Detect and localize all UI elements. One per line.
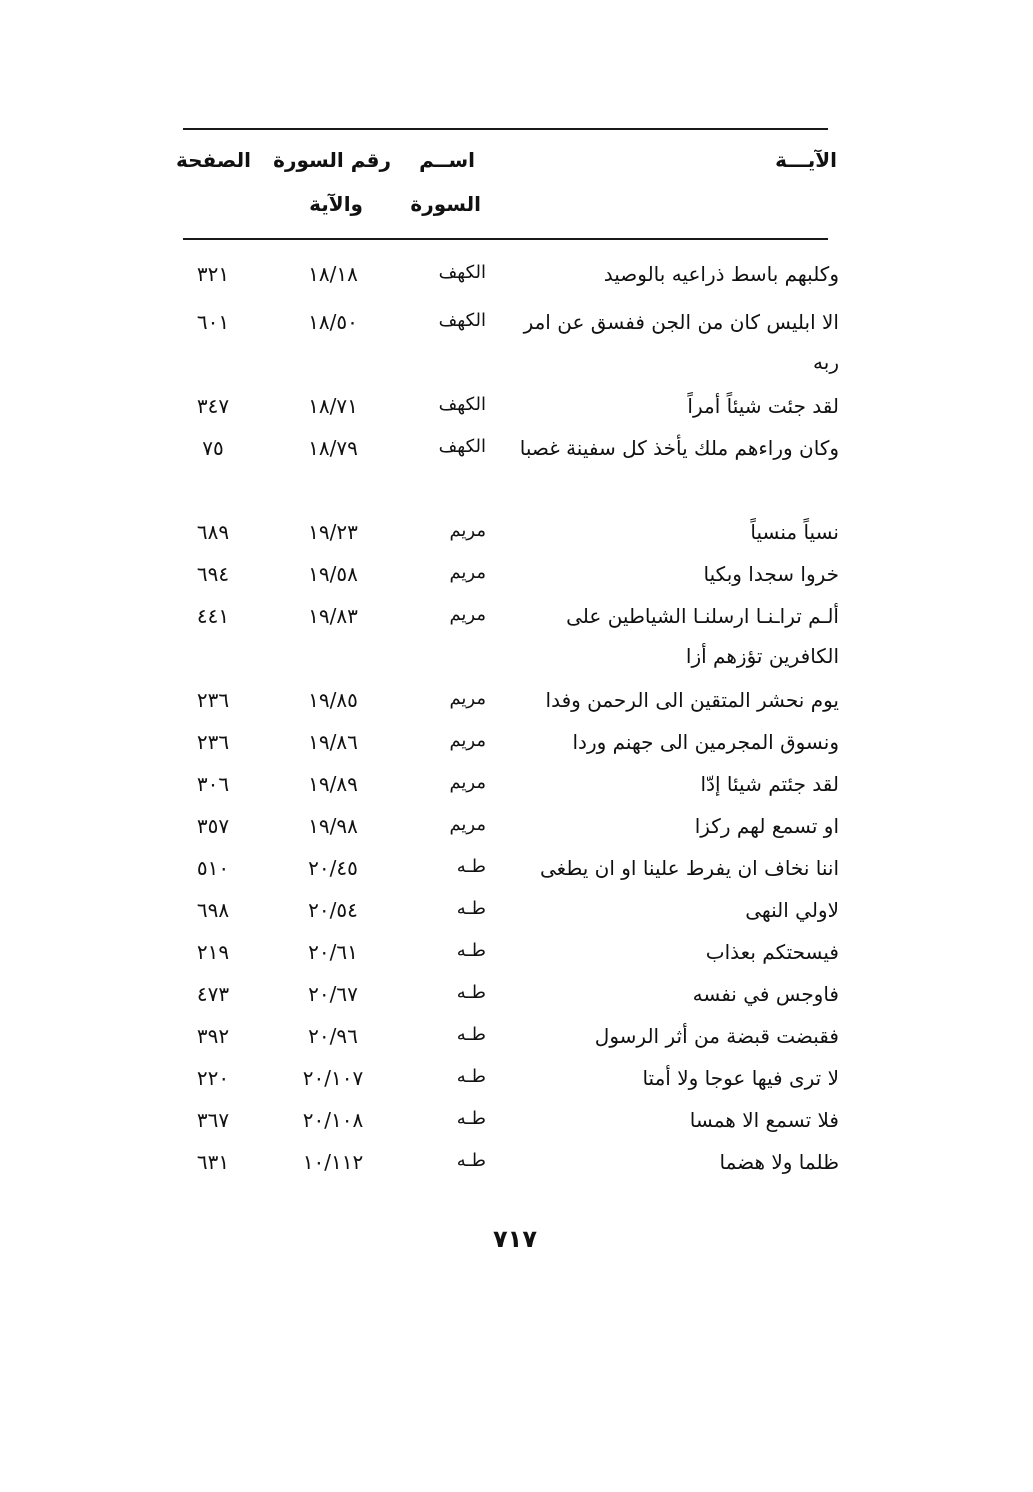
surah-verse-ref: ٢٠/١٠٨ xyxy=(302,1108,364,1132)
page-ref: ٢٣٦ xyxy=(196,730,230,754)
verse-text: الا ابليس كان من الجن ففسق عن امر ربه xyxy=(523,310,839,374)
verse-text: فقبضت قبضة من أثر الرسول xyxy=(594,1024,839,1048)
verse-text: اننا نخاف ان يفرط علينا او ان يطغى xyxy=(540,856,839,880)
header-surah-name-line1: اســم xyxy=(419,148,475,172)
surah-verse-ref: ١٩/٢٣ xyxy=(308,520,358,544)
surah-name: طـه xyxy=(456,1150,486,1171)
surah-verse-ref: ١٩/٩٨ xyxy=(308,814,358,838)
surah-name: مريم xyxy=(449,688,486,709)
surah-name: طـه xyxy=(456,1108,486,1129)
page-ref: ٥١٠ xyxy=(196,856,230,880)
surah-name: طـه xyxy=(456,1024,486,1045)
verse-text: ونسوق المجرمين الى جهنم وردا xyxy=(572,730,839,754)
surah-verse-ref: ١٠/١١٢ xyxy=(302,1150,364,1174)
surah-name: الكهف xyxy=(438,262,486,283)
surah-name: طـه xyxy=(456,898,486,919)
verse-text: لا ترى فيها عوجا ولا أمتا xyxy=(642,1066,839,1090)
page-ref: ٣٥٧ xyxy=(196,814,230,838)
page-ref: ٣٢١ xyxy=(196,262,230,286)
page-ref: ٣٠٦ xyxy=(196,772,230,796)
surah-verse-ref: ٢٠/٥٤ xyxy=(308,898,358,922)
page-ref: ٤٧٣ xyxy=(196,982,230,1006)
verse-text: فيسحتكم بعذاب xyxy=(705,940,839,964)
page-ref: ٢٢٠ xyxy=(196,1066,230,1090)
surah-name: مريم xyxy=(449,814,486,835)
header-surah-ref-line1: رقم السورة xyxy=(273,148,391,172)
surah-verse-ref: ١٩/٨٩ xyxy=(308,772,358,796)
page-ref: ٢١٩ xyxy=(196,940,230,964)
verse-text: يوم نحشر المتقين الى الرحمن وفدا xyxy=(545,688,839,712)
verse-text: وكان وراءهم ملك يأخذ كل سفينة غصبا xyxy=(519,436,839,460)
surah-name: طـه xyxy=(456,856,486,877)
header-surah-ref-line2: والآية xyxy=(309,192,363,216)
surah-name: مريم xyxy=(449,604,486,625)
bottom-rule xyxy=(183,238,828,240)
surah-verse-ref: ٢٠/٤٥ xyxy=(308,856,358,880)
surah-verse-ref: ٢٠/٦٧ xyxy=(308,982,358,1006)
surah-name: مريم xyxy=(449,520,486,541)
verse-text: لقد جئت شيئاً أمراً xyxy=(687,394,839,418)
verse-text: خروا سجدا وبكيا xyxy=(703,562,839,586)
surah-name: مريم xyxy=(449,772,486,793)
surah-verse-ref: ٢٠/٩٦ xyxy=(308,1024,358,1048)
surah-verse-ref: ١٨/٥٠ xyxy=(308,310,358,334)
header-verse: الآيـــة xyxy=(775,148,837,172)
surah-verse-ref: ١٩/٨٥ xyxy=(308,688,358,712)
surah-verse-ref: ١٩/٥٨ xyxy=(308,562,358,586)
header-surah-name-line2: السورة xyxy=(410,192,481,216)
surah-verse-ref: ١٩/٨٦ xyxy=(308,730,358,754)
page-ref: ٧٥ xyxy=(202,436,224,460)
verse-text: نسياً منسياً xyxy=(750,520,839,544)
verse-text: ألـم تراـنـا ارسلنـا الشياطين على الكافرين تؤزهم أزا xyxy=(566,604,839,668)
surah-verse-ref: ١٩/٨٣ xyxy=(308,604,358,628)
page-ref: ٦٨٩ xyxy=(196,520,230,544)
verse-text: لقد جئتم شيئا إدّا xyxy=(700,772,839,796)
verse-text: وكلبهم باسط ذراعيه بالوصيد xyxy=(603,262,839,286)
page-ref: ٦٩٨ xyxy=(196,898,230,922)
surah-verse-ref: ١٨/٧١ xyxy=(308,394,358,418)
top-rule xyxy=(183,128,828,130)
surah-verse-ref: ١٨/١٨ xyxy=(308,262,358,286)
page-ref: ٣٤٧ xyxy=(196,394,230,418)
page-ref: ٦٩٤ xyxy=(196,562,230,586)
verse-text: او تسمع لهم ركزا xyxy=(694,814,839,838)
surah-verse-ref: ١٨/٧٩ xyxy=(308,436,358,460)
surah-name: الكهف xyxy=(438,310,486,331)
page-ref: ٣٩٢ xyxy=(196,1024,230,1048)
surah-verse-ref: ٢٠/٦١ xyxy=(308,940,358,964)
surah-name: طـه xyxy=(456,1066,486,1087)
surah-verse-ref: ٢٠/١٠٧ xyxy=(302,1066,364,1090)
page-ref: ٣٦٧ xyxy=(196,1108,230,1132)
header-page: الصفحة xyxy=(175,148,251,172)
surah-name: الكهف xyxy=(438,394,486,415)
page-number: ٧١٧ xyxy=(493,1225,537,1253)
verse-text: لاولي النهى xyxy=(745,898,839,922)
surah-name: مريم xyxy=(449,730,486,751)
page-ref: ٢٣٦ xyxy=(196,688,230,712)
page-ref: ٦٠١ xyxy=(196,310,230,334)
surah-name: مريم xyxy=(449,562,486,583)
page-ref: ٦٣١ xyxy=(196,1150,230,1174)
page-ref: ٤٤١ xyxy=(196,604,230,628)
verse-text: ظلما ولا هضما xyxy=(719,1150,839,1174)
surah-name: طـه xyxy=(456,940,486,961)
verse-text: فلا تسمع الا همسا xyxy=(689,1108,839,1132)
verse-text: فاوجس في نفسه xyxy=(692,982,839,1006)
surah-name: الكهف xyxy=(438,436,486,457)
surah-name: طـه xyxy=(456,982,486,1003)
